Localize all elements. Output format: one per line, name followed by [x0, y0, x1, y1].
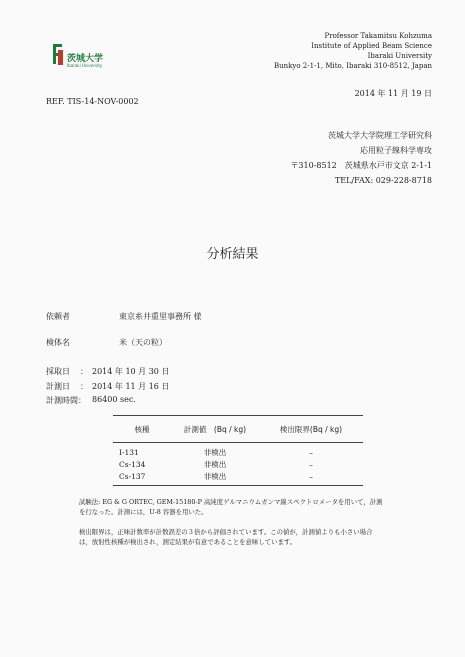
cell-detection-limit: –: [309, 447, 313, 457]
cell-detection-limit: –: [309, 459, 313, 469]
document-title: 分析結果: [206, 247, 259, 262]
detection-limit-note: 検出限界は，正味計数率が計数誤差の３倍から評価されています。この値が，計測値よりも小さい場合は，放射性核種が検出され，測定結果が有意であることを意味しています。: [79, 528, 373, 546]
cell-measured: 非検出: [203, 471, 227, 481]
sender-graduate-school: 茨城大学大学院理工学研究科: [328, 131, 432, 140]
table-header: [113, 416, 363, 443]
measure-date-separator: ：: [80, 382, 88, 391]
sender-address-jp: [290, 128, 432, 188]
sender-institute: Institute of Applied Beam Science: [311, 42, 432, 50]
cell-measured: 非検出: [203, 447, 227, 457]
sampling-date-label: 採取日: [46, 367, 70, 376]
sample-value: 米（天の粒）: [119, 338, 167, 347]
sampling-date-separator: ：: [80, 367, 88, 376]
cell-nuclide: Cs-137: [119, 471, 146, 481]
measure-time-value: 86400 sec.: [92, 395, 136, 404]
cell-detection-limit: –: [309, 471, 313, 481]
header-detection-limit: 検出限界(Bq / kg): [279, 424, 343, 434]
client-label: 依頼者: [46, 312, 70, 321]
results-table: [113, 415, 363, 486]
sender-department: 応用粒子線科学専攻: [360, 146, 432, 155]
cell-measured: 非検出: [203, 459, 227, 469]
logo-text-jp: 茨城大学: [67, 54, 104, 64]
client-value: 東京糸井重里事務所 様: [119, 312, 202, 321]
reference-number: REF. TIS-14-NOV-0002: [46, 97, 139, 106]
sender-university: Ibaraki University: [367, 52, 432, 60]
sender-phone: TEL/FAX: 029-228-8718: [334, 176, 432, 185]
university-emblem-icon: [52, 42, 64, 66]
sender-postal-address: 〒310-8512 茨城県水戸市文京 2-1-1: [290, 161, 432, 170]
cell-nuclide: Cs-134: [119, 459, 146, 469]
header-nuclide: 核種: [134, 424, 150, 434]
sender-address-en: [274, 31, 432, 71]
sampling-date-value: 2014 年 10 月 30 日: [92, 367, 170, 376]
table-row: [113, 470, 363, 482]
sender-street: Bunkyo 2-1-1, Mito, Ibaraki 310-8512, Japan: [274, 62, 432, 70]
cell-nuclide: I-131: [119, 447, 139, 457]
measure-date-label: 計測日: [46, 382, 70, 391]
issue-date: 2014 年 11 月 19 日: [354, 89, 432, 98]
sender-name: Professor Takamitsu Kohzuma: [324, 32, 432, 40]
header-measured: 計測値 (Bq / kg): [183, 424, 247, 434]
sample-label: 検体名: [46, 338, 70, 347]
measure-time-label: 計測時間：: [46, 396, 86, 405]
logo-text-en: Ibaraki University: [67, 63, 103, 68]
test-method-note: 試験法: EG & G ORTEC, GEM-15180-P 高純度ゲルマニウムガンマ線スペクトロメータを用いて，計測を行なった。計測には，U-8 容器を用いた。: [79, 498, 383, 516]
table-row: [113, 446, 363, 458]
measure-date-value: 2014 年 11 月 16 日: [92, 382, 170, 391]
table-row: [113, 458, 363, 470]
